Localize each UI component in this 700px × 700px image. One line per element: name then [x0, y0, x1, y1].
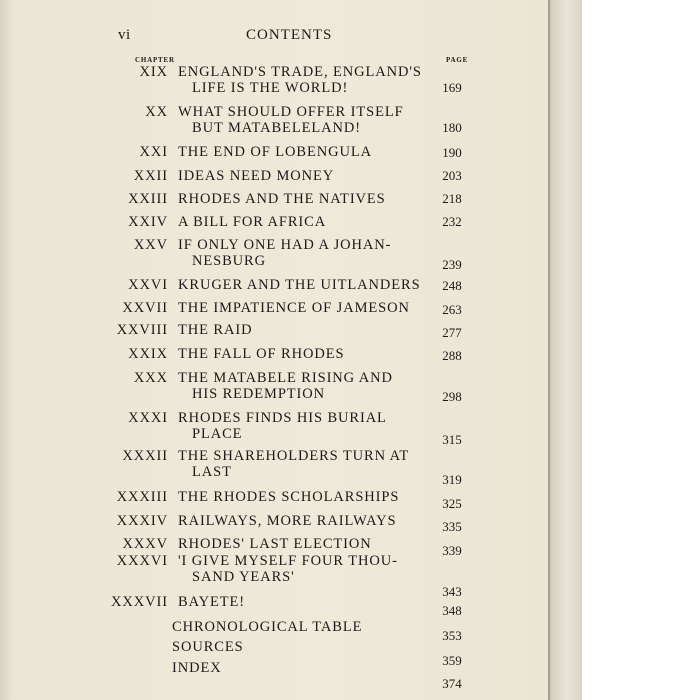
chapter-number: XXX: [133, 370, 168, 386]
page-edge: [548, 0, 582, 700]
chapter-number: XXXIV: [116, 513, 168, 529]
page-number: 203: [442, 168, 462, 183]
chapter-title-line: THE SHAREHOLDERS TURN AT: [178, 448, 410, 464]
chapter-number: XXI: [139, 144, 168, 160]
chapter-title-line: THE RHODES SCHOLARSHIPS: [178, 489, 400, 505]
page-number: 325: [442, 496, 462, 511]
chapter-number: XXXVII: [111, 594, 168, 610]
chapter-number: XXXIII: [116, 489, 168, 505]
chapter-title-line: SOURCES: [172, 639, 244, 655]
page-number: 343: [442, 584, 462, 599]
chapter-title-line: A BILL FOR AFRICA: [178, 214, 327, 230]
page-number: 374: [442, 676, 462, 691]
chapter-number: XXV: [133, 237, 168, 253]
chapter-number: XXXII: [122, 448, 168, 464]
chapter-title-line: HIS REDEMPTION: [192, 386, 326, 402]
chapter-number: XXVI: [128, 277, 168, 293]
chapter-title-line: 'I GIVE MYSELF FOUR THOU-: [178, 553, 398, 569]
page-title: CONTENTS: [246, 27, 333, 43]
page-number: 232: [442, 214, 462, 229]
page-number: 180: [442, 120, 462, 135]
chapter-title-line: BUT MATABELELAND!: [192, 120, 361, 136]
chapter-title-line: IDEAS NEED MONEY: [178, 168, 335, 184]
page-number: 348: [442, 603, 462, 618]
chapter-title-line: LIFE IS THE WORLD!: [192, 80, 349, 96]
chapter-title-line: RAILWAYS, MORE RAILWAYS: [178, 513, 397, 529]
chapter-title-line: SAND YEARS': [192, 569, 295, 585]
page-gutter-line: [548, 0, 550, 700]
chapter-title-line: RHODES AND THE NATIVES: [178, 191, 386, 207]
chapter-title-line: IF ONLY ONE HAD A JOHAN-: [178, 237, 392, 253]
chapter-title-line: NESBURG: [192, 253, 266, 269]
page-number: 248: [442, 278, 462, 293]
chapter-title-line: RHODES FINDS HIS BURIAL: [178, 410, 387, 426]
chapter-number: XXXI: [128, 410, 168, 426]
page-number: 239: [442, 257, 462, 272]
chapter-number: XXIX: [128, 346, 168, 362]
page-number: 263: [442, 302, 462, 317]
page-number: 359: [442, 653, 462, 668]
chapter-title-line: RHODES' LAST ELECTION: [178, 536, 372, 552]
chapter-title-line: KRUGER AND THE UITLANDERS: [178, 277, 421, 293]
chapter-title-line: THE END OF LOBENGULA: [178, 144, 372, 160]
chapter-title-line: ENGLAND'S TRADE, ENGLAND'S: [178, 64, 422, 80]
chapter-number: XXVII: [122, 300, 168, 316]
page-number: 190: [442, 145, 462, 160]
chapter-title-line: CHRONOLOGICAL TABLE: [172, 619, 363, 635]
page-folio: vi: [118, 27, 131, 43]
page-number: 335: [442, 519, 462, 534]
chapter-title-line: BAYETE!: [178, 594, 245, 610]
page-number: 277: [442, 325, 462, 340]
chapter-title-line: THE IMPATIENCE OF JAMESON: [178, 300, 410, 316]
page-number: 319: [442, 472, 462, 487]
chapter-number: XXIII: [128, 191, 168, 207]
chapter-title-line: PLACE: [192, 426, 243, 442]
chapter-title-line: THE MATABELE RISING AND: [178, 370, 393, 386]
page-number: 218: [442, 191, 462, 206]
page-number: 298: [442, 389, 462, 404]
page-number: 169: [442, 80, 462, 95]
chapter-number: XXIV: [128, 214, 168, 230]
chapter-number: XXII: [133, 168, 168, 184]
page-column-label: PAGE: [446, 56, 469, 64]
chapter-number: XXVIII: [116, 322, 168, 338]
page-number: 339: [442, 543, 462, 558]
chapter-number: XIX: [139, 64, 168, 80]
page-number: 353: [442, 628, 462, 643]
chapter-title-line: WHAT SHOULD OFFER ITSELF: [178, 104, 404, 120]
chapter-number: XXXV: [122, 536, 168, 552]
page-number: 315: [442, 432, 462, 447]
chapter-number: XX: [145, 104, 168, 120]
chapter-title-line: THE FALL OF RHODES: [178, 346, 345, 362]
page-number: 288: [442, 348, 462, 363]
chapter-title-line: THE RAID: [178, 322, 253, 338]
chapter-title-line: LAST: [192, 464, 232, 480]
chapter-number: XXXVI: [116, 553, 168, 569]
chapter-title-line: INDEX: [172, 660, 222, 676]
chapter-column-label: CHAPTER: [135, 56, 175, 64]
